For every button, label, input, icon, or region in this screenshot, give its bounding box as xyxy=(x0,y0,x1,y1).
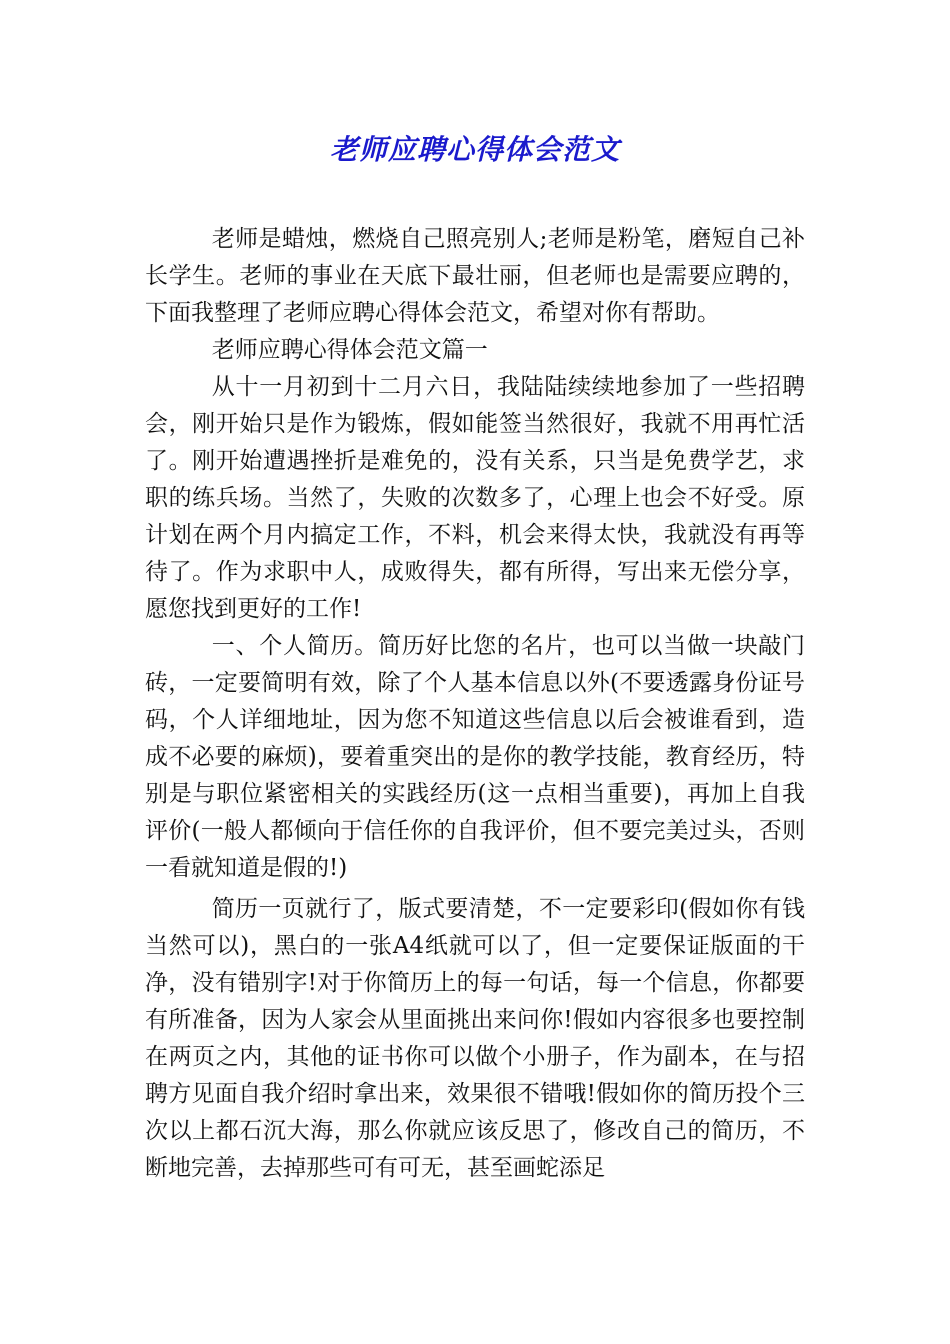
intro-paragraph: 老师是蜡烛，燃烧自己照亮别人;老师是粉笔，磨短自己补长学生。老师的事业在天底下最壮丽，但老师也是需要应聘的，下面我整理了老师应聘心得体会范文，希望对你有帮助。 xyxy=(145,226,805,326)
document-title: 老师应聘心得体会范文 xyxy=(329,133,620,166)
document-body xyxy=(145,221,805,1187)
body-paragraph-experience: 从十一月初到十二月六日，我陆陆续续地参加了一些招聘会，刚开始只是作为锻炼，假如能签当然很好，我就不用再忙活了。刚开始遭遇挫折是难免的，没有关系，只当是免费学艺，求职的练兵场。当然了，失败的次数多了，心理上也会不好受。原计划在两个月内搞定工作，不料，机会来得太快，我就没有再等待了。作为求职中人，成败得失，都有所得，写出来无偿分享，愿您找到更好的工作! xyxy=(145,374,805,622)
section-heading: 老师应聘心得体会范文篇一 xyxy=(211,337,488,363)
body-paragraph-resume: 一、个人简历。简历好比您的名片，也可以当做一块敲门砖，一定要简明有效，除了个人基本信息以外(不要透露身份证号码，个人详细地址，因为您不知道这些信息以后会被谁看到，造成不必要的麻烦)，要着重突出的是你的教学技能，教育经历，特别是与职位紧密相关的实践经历(这一点相当重要)，再加上自我评价(一般人都倾向于信任你的自我评价，但不要完美过头，否则一看就知道是假的!) xyxy=(145,633,805,881)
body-paragraph-resume-format: 简历一页就行了，版式要清楚，不一定要彩印(假如你有钱当然可以)，黑白的一张A4纸就可以了，但一定要保证版面的干净，没有错别字!对于你简历上的每一句话，每一个信息，你都要有所准备，因为人家会从里面挑出来问你!假如内容很多也要控制在两页之内，其他的证书你可以做个小册子，作为副本，在与招聘方见面自我介绍时拿出来，效果很不错哦!假如你的简历投个三次以上都石沉大海，那么你就应该反思了，修改自己的简历，不断地完善，去掉那些可有可无，甚至画蛇添足 xyxy=(145,896,805,1181)
